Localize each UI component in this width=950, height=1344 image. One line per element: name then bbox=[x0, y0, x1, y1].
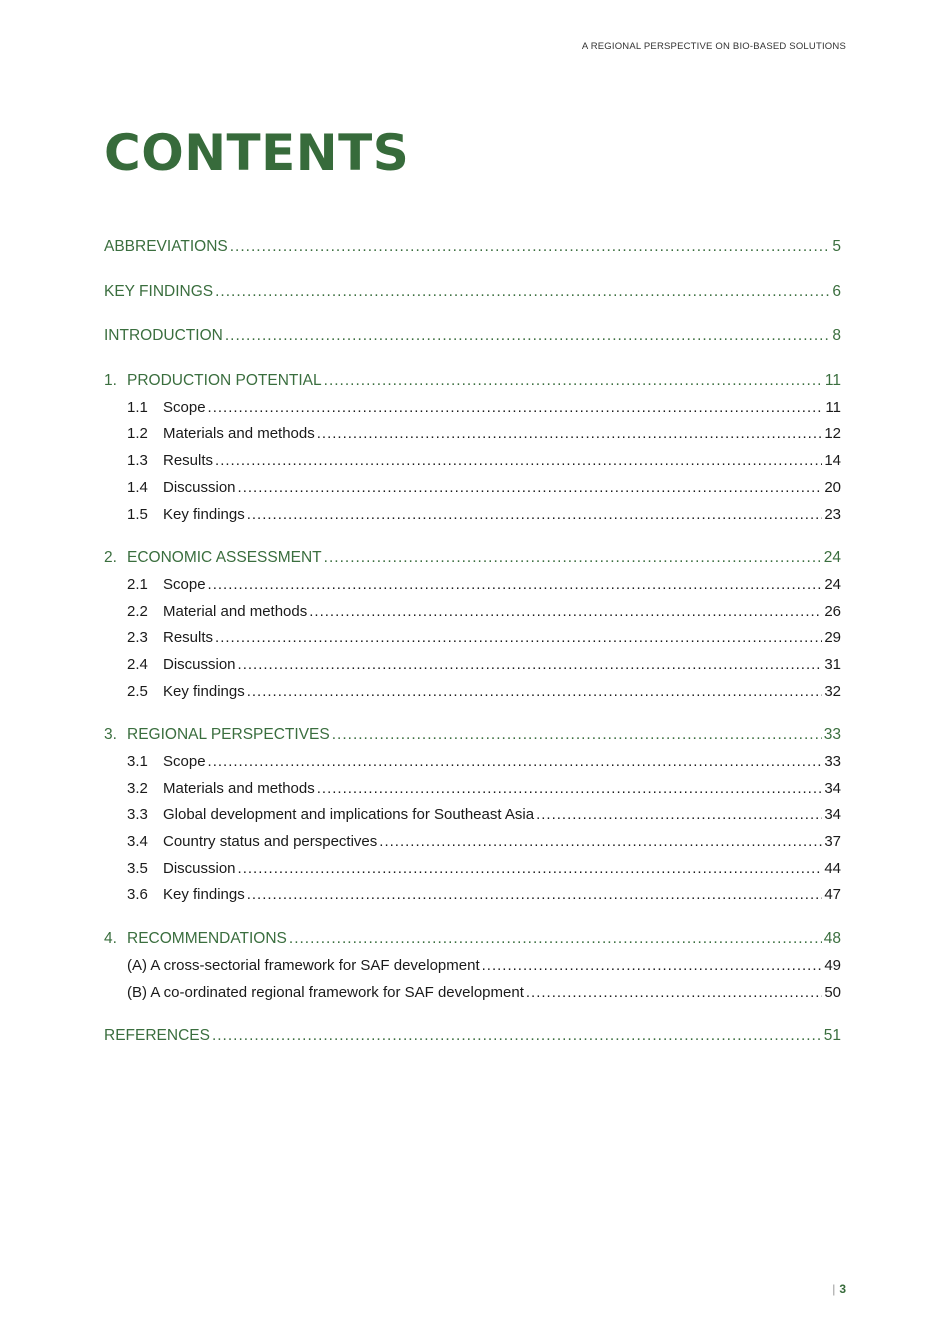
page-title: CONTENTS bbox=[104, 124, 410, 182]
leader-dots bbox=[208, 576, 823, 593]
toc-entry-key-findings[interactable] bbox=[104, 283, 841, 310]
toc-page-number: 29 bbox=[824, 629, 841, 647]
leader-dots bbox=[324, 549, 822, 567]
leader-dots bbox=[230, 238, 831, 256]
page-number: 3 bbox=[839, 1282, 846, 1296]
toc-page-number: 33 bbox=[824, 753, 841, 770]
leader-dots bbox=[238, 656, 823, 673]
toc-chapter-number: 4. bbox=[104, 930, 117, 948]
toc-label: INTRODUCTION bbox=[104, 327, 223, 345]
toc-page-number: 24 bbox=[823, 549, 841, 567]
toc-page-number: 31 bbox=[824, 655, 841, 673]
leader-dots bbox=[215, 283, 830, 301]
toc-label: Results bbox=[163, 452, 214, 470]
toc-page-number: 37 bbox=[824, 833, 841, 851]
toc-label: KEY FINDINGS bbox=[104, 282, 214, 300]
toc-page-number: 5 bbox=[832, 238, 841, 255]
toc-page-number: 24 bbox=[824, 575, 841, 593]
toc-page-number: 6 bbox=[832, 282, 841, 300]
toc-section[interactable] bbox=[104, 683, 841, 710]
leader-dots bbox=[247, 683, 823, 700]
toc-label: Discussion bbox=[163, 478, 236, 496]
toc-section[interactable] bbox=[104, 479, 841, 506]
toc-section[interactable] bbox=[104, 576, 841, 603]
table-of-contents bbox=[104, 238, 841, 1054]
toc-label: PRODUCTION POTENTIAL bbox=[127, 372, 322, 390]
leader-dots bbox=[536, 806, 822, 823]
toc-page-number: 50 bbox=[824, 983, 841, 1001]
toc-section-number: 1.4 bbox=[127, 478, 148, 496]
leader-dots bbox=[215, 452, 822, 469]
toc-page-number: 48 bbox=[823, 930, 841, 948]
leader-dots bbox=[317, 425, 823, 442]
toc-label: Results bbox=[163, 629, 214, 647]
toc-section-number: 3.6 bbox=[127, 886, 148, 904]
toc-section[interactable] bbox=[104, 753, 841, 780]
toc-section-number: 2.5 bbox=[127, 682, 148, 700]
toc-label: Scope bbox=[163, 398, 206, 416]
leader-dots bbox=[212, 1027, 822, 1045]
leader-dots bbox=[208, 753, 823, 770]
toc-label: REGIONAL PERSPECTIVES bbox=[127, 726, 330, 744]
toc-section-number: 3.1 bbox=[127, 753, 148, 770]
toc-label: RECOMMENDATIONS bbox=[127, 930, 287, 948]
toc-section[interactable] bbox=[104, 780, 841, 807]
page-footer bbox=[832, 1282, 846, 1296]
toc-chapter-number: 3. bbox=[104, 726, 117, 744]
leader-dots bbox=[332, 726, 822, 744]
toc-label: Key findings bbox=[163, 505, 245, 523]
toc-page-number: 51 bbox=[823, 1027, 841, 1045]
toc-label: ABBREVIATIONS bbox=[104, 238, 228, 255]
leader-dots bbox=[309, 603, 822, 620]
toc-entry-references[interactable] bbox=[104, 1027, 841, 1054]
toc-section[interactable] bbox=[104, 806, 841, 833]
toc-label: ECONOMIC ASSESSMENT bbox=[127, 549, 322, 567]
toc-section[interactable] bbox=[104, 425, 841, 452]
leader-dots bbox=[379, 833, 822, 850]
toc-section[interactable] bbox=[104, 860, 841, 887]
toc-section-number: 2.2 bbox=[127, 602, 148, 620]
toc-label: Materials and methods bbox=[163, 779, 315, 797]
toc-section[interactable] bbox=[104, 399, 841, 426]
toc-label: Discussion bbox=[163, 859, 236, 877]
toc-section[interactable] bbox=[104, 506, 841, 533]
toc-page-number: 49 bbox=[824, 956, 841, 974]
toc-section-number: 1.1 bbox=[127, 398, 148, 416]
leader-dots bbox=[247, 506, 823, 523]
toc-label: Country status and perspectives bbox=[163, 833, 378, 851]
toc-section[interactable] bbox=[104, 603, 841, 630]
toc-chapter-number: 2. bbox=[104, 549, 117, 567]
toc-label: REFERENCES bbox=[104, 1027, 210, 1045]
toc-section-number: 1.2 bbox=[127, 425, 148, 443]
running-header: A REGIONAL PERSPECTIVE ON BIO-BASED SOLUTIONS bbox=[581, 41, 846, 52]
leader-dots bbox=[289, 930, 822, 948]
toc-label: Scope bbox=[163, 575, 206, 593]
toc-page-number: 11 bbox=[824, 372, 841, 390]
toc-chapter-1[interactable] bbox=[104, 372, 841, 399]
toc-page-number: 11 bbox=[825, 398, 841, 416]
toc-section-number: 2.3 bbox=[127, 629, 148, 647]
toc-label: Global development and implications for Southeast Asia bbox=[163, 806, 535, 824]
toc-page-number: 32 bbox=[824, 682, 841, 700]
toc-page-number: 8 bbox=[832, 327, 841, 345]
toc-section[interactable] bbox=[104, 452, 841, 479]
toc-section-number: 2.1 bbox=[127, 575, 148, 593]
toc-page-number: 47 bbox=[824, 886, 841, 904]
toc-label: Key findings bbox=[163, 886, 245, 904]
toc-label: Materials and methods bbox=[163, 425, 315, 443]
toc-page-number: 34 bbox=[824, 779, 841, 797]
leader-dots bbox=[317, 780, 823, 797]
toc-section-number: 3.2 bbox=[127, 779, 148, 797]
toc-section[interactable] bbox=[104, 886, 841, 913]
leader-dots bbox=[238, 860, 823, 877]
toc-label: (B) A co-ordinated regional framework for SAF development bbox=[127, 983, 524, 1001]
toc-section-number: 3.5 bbox=[127, 859, 148, 877]
leader-dots bbox=[208, 399, 824, 416]
toc-page-number: 44 bbox=[824, 859, 841, 877]
toc-section-number: 3.3 bbox=[127, 806, 148, 824]
leader-dots bbox=[225, 327, 831, 345]
toc-label: Scope bbox=[163, 753, 206, 770]
leader-dots bbox=[526, 984, 822, 1001]
leader-dots bbox=[482, 957, 823, 974]
toc-page-number: 34 bbox=[824, 806, 841, 824]
toc-page-number: 33 bbox=[823, 726, 841, 744]
toc-chapter-2[interactable] bbox=[104, 549, 841, 576]
toc-chapter-3[interactable] bbox=[104, 726, 841, 753]
toc-label: Key findings bbox=[163, 682, 245, 700]
toc-section[interactable] bbox=[104, 629, 841, 656]
toc-section-number: 1.3 bbox=[127, 452, 148, 470]
toc-section-number: 1.5 bbox=[127, 505, 148, 523]
leader-dots bbox=[247, 886, 823, 903]
toc-entry-abbreviations[interactable] bbox=[104, 238, 841, 265]
leader-dots bbox=[324, 372, 823, 390]
toc-section[interactable] bbox=[104, 984, 841, 1011]
toc-page-number: 23 bbox=[824, 505, 841, 523]
toc-page-number: 14 bbox=[824, 452, 841, 470]
toc-label: Material and methods bbox=[163, 602, 308, 620]
toc-chapter-4[interactable] bbox=[104, 930, 841, 957]
toc-section[interactable] bbox=[104, 833, 841, 860]
toc-chapter-number: 1. bbox=[104, 372, 117, 390]
footer-divider: | bbox=[832, 1282, 836, 1296]
toc-page-number: 20 bbox=[824, 478, 841, 496]
toc-label: Discussion bbox=[163, 655, 236, 673]
toc-section-number: 3.4 bbox=[127, 833, 148, 851]
toc-section[interactable] bbox=[104, 656, 841, 683]
toc-label: (A) A cross-sectorial framework for SAF development bbox=[127, 956, 480, 974]
toc-page-number: 26 bbox=[824, 602, 841, 620]
toc-section-number: 2.4 bbox=[127, 655, 148, 673]
toc-entry-introduction[interactable] bbox=[104, 327, 841, 354]
toc-section[interactable] bbox=[104, 957, 841, 984]
leader-dots bbox=[238, 479, 823, 496]
toc-page-number: 12 bbox=[824, 425, 841, 443]
leader-dots bbox=[215, 629, 822, 646]
